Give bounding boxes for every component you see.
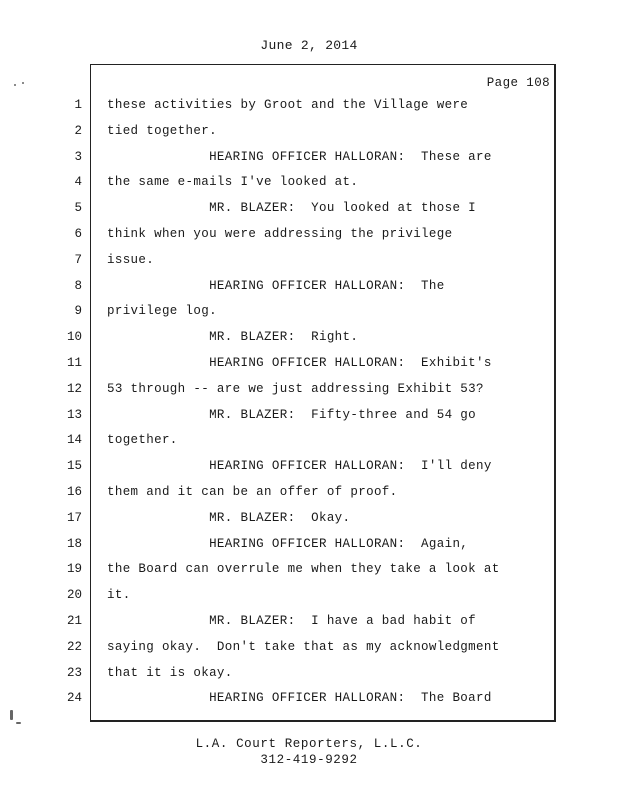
line-number: 8	[74, 279, 82, 293]
transcript-line: think when you were addressing the privilege	[107, 227, 453, 241]
line-number: 4	[74, 175, 82, 189]
line-number: 16	[66, 485, 82, 499]
line-number: 14	[66, 433, 82, 447]
line-number: 12	[66, 382, 82, 396]
court-reporter-phone: 312-419-9292	[260, 753, 358, 767]
transcript-line: HEARING OFFICER HALLORAN: I'll deny	[107, 459, 492, 473]
transcript-line: MR. BLAZER: You looked at those I	[107, 201, 477, 215]
transcript-line: HEARING OFFICER HALLORAN: Again,	[107, 537, 469, 551]
line-number: 9	[74, 304, 82, 318]
line-number: 17	[66, 511, 82, 525]
transcript-line: saying okay. Don't take that as my acknowledgment	[107, 640, 500, 654]
page-number: Page 108	[486, 76, 550, 90]
transcript-line: privilege log.	[107, 304, 217, 318]
line-number: 3	[74, 150, 82, 164]
transcript-line: together.	[107, 433, 178, 447]
transcript-line: that it is okay.	[107, 666, 233, 680]
transcript-line: them and it can be an offer of proof.	[107, 485, 398, 499]
scan-speck	[22, 82, 24, 84]
transcript-line: the Board can overrule me when they take a look at	[107, 562, 500, 576]
line-number: 20	[66, 588, 82, 602]
line-number: 1	[74, 98, 82, 112]
scan-speck	[16, 722, 21, 724]
line-number: 15	[66, 459, 82, 473]
transcript-line: MR. BLAZER: Right.	[107, 330, 359, 344]
transcript-line: 53 through -- are we just addressing Exhibit 53?	[107, 382, 484, 396]
line-number: 23	[66, 666, 82, 680]
scan-speck	[10, 710, 13, 720]
transcript-line: MR. BLAZER: Fifty-three and 54 go	[107, 408, 477, 422]
transcript-line: MR. BLAZER: I have a bad habit of	[107, 614, 477, 628]
scan-speck	[14, 84, 16, 86]
line-number: 10	[66, 330, 82, 344]
line-number: 13	[66, 408, 82, 422]
line-number: 22	[66, 640, 82, 654]
transcript-line: it.	[107, 588, 131, 602]
transcript-line: HEARING OFFICER HALLORAN: The Board	[107, 691, 492, 705]
transcript-line: tied together.	[107, 124, 217, 138]
line-number: 24	[66, 691, 82, 705]
transcript-line: HEARING OFFICER HALLORAN: These are	[107, 150, 492, 164]
line-number: 6	[74, 227, 82, 241]
transcript-line: the same e-mails I've looked at.	[107, 175, 359, 189]
line-number: 19	[66, 562, 82, 576]
transcript-line: issue.	[107, 253, 155, 267]
line-number: 2	[74, 124, 82, 138]
transcript-date: June 2, 2014	[260, 38, 358, 53]
transcript-line: MR. BLAZER: Okay.	[107, 511, 351, 525]
court-reporter-name: L.A. Court Reporters, L.L.C.	[195, 737, 423, 751]
line-number: 11	[66, 356, 82, 370]
line-number: 21	[66, 614, 82, 628]
line-number: 18	[66, 537, 82, 551]
line-number: 7	[74, 253, 82, 267]
transcript-line: HEARING OFFICER HALLORAN: Exhibit's	[107, 356, 492, 370]
line-number: 5	[74, 201, 82, 215]
transcript-line: HEARING OFFICER HALLORAN: The	[107, 279, 445, 293]
transcript-line: these activities by Groot and the Village were	[107, 98, 469, 112]
